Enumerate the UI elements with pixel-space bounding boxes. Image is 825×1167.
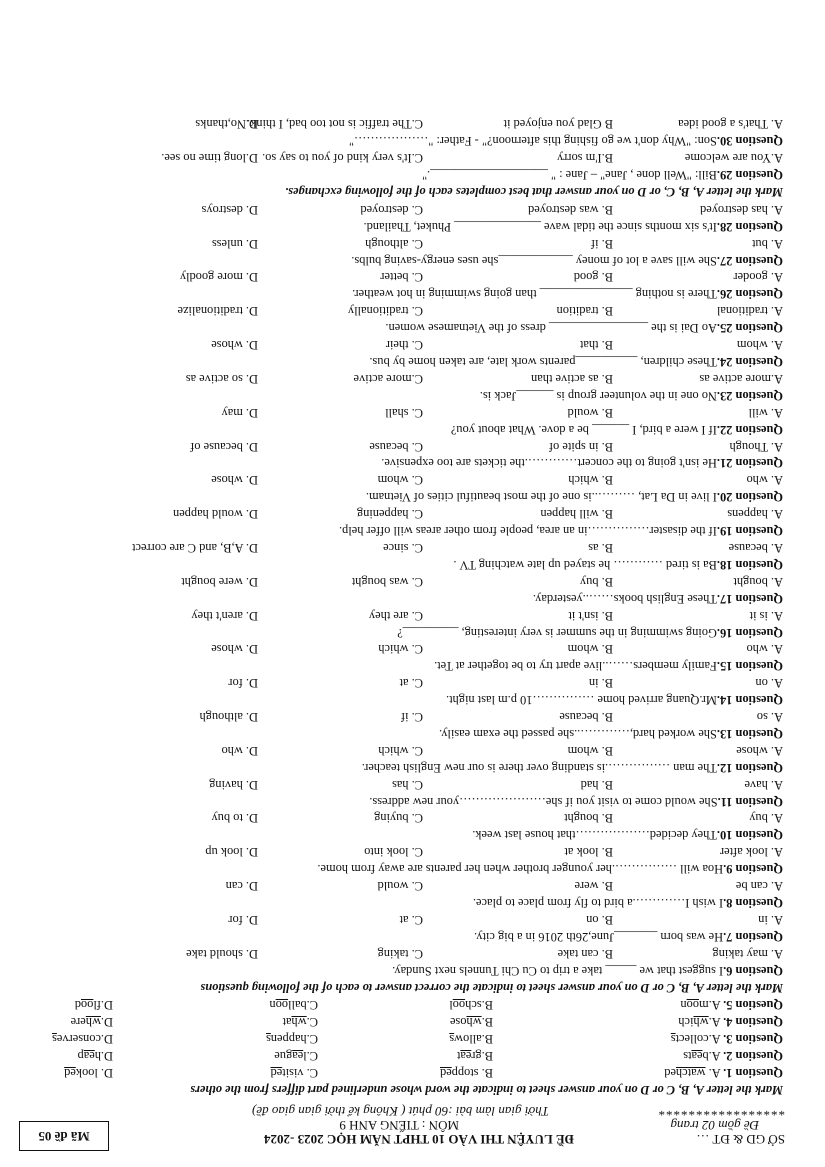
underlined-part: oo [452, 998, 466, 1013]
options-row [19, 641, 783, 658]
options-row [19, 911, 783, 928]
underlined-part: ea [83, 1049, 95, 1064]
option: A. whom [736, 338, 783, 353]
option: D. more goodly [179, 270, 258, 285]
question-stem: Question 19.If the disaster……………in an area, people from other areas will offer help. [339, 524, 783, 539]
question-label: Question 13. [716, 726, 783, 741]
exam-code-box: Mã đề 05 [19, 1121, 109, 1151]
subject: MÔN : TIẾNG ANH 9 [339, 1118, 459, 1133]
options-row [19, 708, 783, 725]
option: C. taking [377, 946, 423, 961]
question-label: Question 25. [716, 321, 783, 336]
option: D.where [70, 1015, 113, 1030]
question-stem: Question 11.She would come to visit you if she…………………your new address. [369, 794, 783, 809]
option: D. look up [205, 845, 258, 860]
underlined-part: wh [85, 1015, 101, 1030]
page-content [19, 115, 789, 1161]
option: B. that [579, 338, 613, 353]
option: D. for [228, 912, 258, 927]
underlined-part: s [52, 1032, 57, 1047]
option: C.happens [266, 1032, 318, 1047]
exam-title: ĐỀ LUYỆN THI VÀO 10 THPT NĂM HỌC 2023 -2024 [264, 1132, 574, 1147]
options-row [19, 877, 783, 894]
question-label: Question 19. [716, 524, 783, 539]
option: A. whose [736, 743, 783, 758]
option: D. traditionalize [177, 304, 258, 319]
options-row [19, 149, 783, 166]
question-label: Question 8. [723, 896, 783, 911]
pronunciation-instruction: Mark the letter A, B, C or D on your answer sheet to indicate the word whose underlined part differs from the others [190, 1083, 783, 1097]
option: A. can be [735, 879, 783, 894]
question-label: Question 21. [716, 456, 783, 471]
options-row [19, 302, 783, 319]
time-note: Thời gian làm bài :60 phút ( Không kể thời gian giao đề) [252, 1104, 549, 1119]
option: B.whose [449, 1015, 493, 1030]
option: B. was destroyed [528, 202, 613, 217]
question-list [19, 201, 789, 979]
options-row [19, 573, 783, 590]
option: D. aren't they [191, 608, 258, 623]
option: Question 1. A. watched [664, 1066, 783, 1081]
option: Question 2. A.beats [683, 1049, 783, 1064]
option: D. destroys [201, 202, 258, 217]
question-stem: Question 16.Going swimming in the summer is very interesting, _________? [397, 625, 783, 640]
underlined-part: ed [270, 1066, 283, 1081]
question-label: Question 12. [716, 760, 783, 775]
option: A. have [744, 777, 783, 792]
options-row [19, 776, 783, 793]
option: B. as active than [531, 371, 613, 386]
options-row [19, 945, 783, 962]
option: C. because [369, 439, 423, 454]
option: B. because [559, 710, 613, 725]
underlined-part: s [266, 1032, 271, 1047]
option: A. may taking [712, 946, 783, 961]
underlined-part: ea [292, 1049, 304, 1064]
question-stem: Question 22.If I were a bird, I ______ be a dove. What about you? [450, 422, 783, 437]
option: A. but [752, 236, 783, 251]
option: C. destroyed [360, 202, 423, 217]
question-label: Question 2. [723, 1049, 783, 1064]
option: B.I'm sorry [557, 151, 613, 166]
option: D. to buy [211, 811, 258, 826]
option: A. traditional [716, 304, 783, 319]
options-row [19, 201, 783, 218]
options-row [19, 742, 783, 759]
option: A. is it [749, 608, 783, 623]
question-stem: Question 14.Mr.Quang arrived home ……………10 p.m last night. [446, 693, 783, 708]
underlined-part: s [449, 1032, 455, 1047]
options-row [19, 843, 783, 860]
option: C.The traffic is not too bad, I think. [247, 117, 423, 132]
option: A. Though [729, 439, 783, 454]
question-stem: Question 18.Ba is tired ………… he stayed up late watching TV . [453, 557, 783, 572]
option: A. so [756, 710, 783, 725]
option: B. bought [564, 811, 613, 826]
option: C. was bought [351, 574, 423, 589]
question-stem: Question 30.Son: "Why don't we go fishing this afternoon?" - Father: "………………" [348, 134, 783, 149]
question-label: Question 7. [723, 929, 783, 944]
question-stem: Question 12.The man …………….is standing over there is our new English teacher. [361, 760, 783, 775]
option: D. having [209, 777, 258, 792]
option: A. happens [727, 507, 783, 522]
underlined-part: oo [275, 998, 289, 1013]
option: D.conserves [52, 1032, 113, 1047]
option: A. That's a good idea [678, 117, 783, 132]
underlined-part: wh [466, 1015, 482, 1030]
question-stem: Question 27.She will save a lot of money ____________she uses energy-saving bulbs. [351, 253, 783, 268]
option: A. who [746, 473, 783, 488]
question-label: Question 29. [716, 168, 783, 183]
question-label: Question 10. [716, 828, 783, 843]
question-label: Question 4. [723, 1015, 783, 1030]
option: D. can [225, 879, 258, 894]
option: C.more active [353, 371, 423, 386]
option: B. in spite of [548, 439, 613, 454]
question-stem: Question 13.She worked hard,…………..she passed the exam easily. [438, 726, 783, 741]
options-row [19, 607, 783, 624]
question-label: Question 26. [716, 287, 783, 302]
option: B. whom [567, 743, 613, 758]
options-row [19, 438, 783, 455]
option: B. on [586, 912, 613, 927]
question-stem: Question 26.There is nothing _______________ than going swimming in hot weather. [352, 287, 783, 302]
option: C. since [383, 541, 423, 555]
question-stem: Question 25.Ao Dai is the ________________ dress of the Vietnamese women. [385, 321, 783, 336]
option: D. would happen [173, 507, 258, 522]
school-label: SỞ GD & ĐT … [696, 1132, 785, 1147]
option: C. their [385, 338, 423, 353]
options-row [19, 471, 783, 488]
question-label: Question 5. [723, 998, 783, 1013]
option: B.school [449, 998, 493, 1013]
page-header [19, 1099, 789, 1161]
option: D.No,thanks [195, 117, 258, 132]
question-label: Question 24. [716, 355, 783, 370]
question-stem: Question 17.These English books……..yesterday. [532, 591, 783, 606]
question-stem: Question 7.He was born _______June,26th 2016 in a big city. [474, 929, 783, 944]
option: B. as [588, 541, 613, 555]
question-label: Question 27. [716, 253, 783, 268]
question-stem: Question 6.I suggest that we _____ take a trip to Cu Chi Tunnels next Sunday. [392, 963, 783, 978]
options-row [19, 505, 783, 522]
option: C. buying [374, 811, 423, 826]
question-label: Question 1. [723, 1066, 783, 1081]
options-row [19, 115, 783, 132]
question-label: Question 30. [716, 134, 783, 149]
question-label: Question 18. [716, 557, 783, 572]
question-stem: Question 29.Bill: "Well done , Jane" – Jane : " ___________________." [422, 168, 783, 183]
underlined-part: watch [675, 1066, 706, 1081]
option: D. whose [211, 642, 258, 657]
option: A. look after [720, 845, 783, 860]
question-label: Question 6. [723, 963, 783, 978]
option: C. visited [270, 1066, 318, 1081]
option: D. unless [211, 236, 258, 251]
option: B.allows [449, 1032, 493, 1047]
pronunciation-row [19, 1030, 783, 1047]
options-row [19, 235, 783, 252]
option: Question 5. A.moon [680, 998, 783, 1013]
option: B. if [590, 236, 613, 251]
underlined-part: ea [460, 1049, 472, 1064]
question-label: Question 11. [717, 794, 783, 809]
option: C. better [380, 270, 423, 285]
underlined-part: oo [686, 998, 699, 1013]
option: D.flood [74, 998, 113, 1013]
pronunciation-row [19, 1064, 783, 1081]
exchange-list [19, 115, 789, 183]
question-stem: Question 21.He isn't going to the concert………….the tickets are too expensive. [381, 456, 783, 471]
options-row [19, 370, 783, 387]
option: D.heap [77, 1049, 113, 1064]
underlined-part: s [670, 1032, 676, 1047]
options-row [19, 539, 783, 556]
option: D. although [199, 710, 258, 725]
underlined-part: ed [439, 1066, 452, 1081]
option: B. would [567, 405, 613, 420]
question-label: Question 28. [716, 219, 783, 234]
question-stem: Question 23.No one in the volunteer group is ______Jack is. [479, 388, 783, 403]
page-count: Đề gồm 02 trang [670, 1118, 759, 1133]
option: D. whose [211, 473, 258, 488]
option: B. will happen [540, 507, 613, 522]
option: C. happening [356, 507, 423, 522]
option: A. has destroyed [700, 202, 783, 217]
option: B. buy [579, 574, 613, 589]
question-label: Question 9. [723, 862, 783, 877]
option: C. has [392, 777, 423, 792]
option: D.long time no see. [161, 151, 258, 166]
option: B. look at [564, 845, 613, 860]
options-row [19, 336, 783, 353]
option: B. tradition [556, 304, 613, 319]
option: B. isn't it [568, 608, 613, 623]
question-label: Question 14. [716, 693, 783, 708]
option: D. so active as [185, 371, 258, 386]
question-label: Question 22. [716, 422, 783, 437]
underlined-part: ea [691, 1049, 703, 1064]
question-label: Question 15. [716, 659, 783, 674]
option: A. in [758, 912, 783, 927]
pronunciation-list [19, 997, 789, 1082]
question-label: Question 23. [716, 388, 783, 403]
option: C. although [365, 236, 423, 251]
option: A. will [748, 405, 783, 420]
option: D. A,B, and C are correct [132, 541, 258, 555]
option: B.great [456, 1049, 493, 1064]
option: C. would [377, 879, 423, 894]
underlined-part: wh [291, 1015, 307, 1030]
pronunciation-row [19, 997, 783, 1014]
question-stem: Question 15.Family members……..live apart try to be together at Tet. [434, 659, 783, 674]
option: B. can take [557, 946, 613, 961]
question-stem: Question 20.I live in Da Lat, ………..is one of the most beautiful cities of Vietnam. [365, 490, 783, 505]
options-row [19, 404, 783, 421]
underlined-part: ed [64, 1066, 76, 1081]
exchange-instruction: Mark the letter A, B, C, or D on your answer that best completes each of the following exchanges. [285, 184, 783, 199]
option: D. who [221, 743, 258, 758]
option: D. were bought [181, 574, 258, 589]
option: B Glad you enjoyed it [503, 117, 613, 132]
pronunciation-row [19, 1047, 783, 1064]
question-label: Question 20. [716, 490, 783, 505]
underlined-part: wh [693, 1015, 709, 1030]
pronunciation-row [19, 1013, 783, 1030]
option: C. at [399, 676, 423, 691]
option: C. shall [385, 405, 423, 420]
option: A. on [755, 676, 783, 691]
option: Question 4. A.which [678, 1015, 783, 1030]
question-label: Question 17. [716, 591, 783, 606]
option: A.You are welcome [684, 151, 783, 166]
underlined-part: oo [80, 998, 94, 1013]
option: A. because [728, 541, 783, 555]
option: B. whom [567, 642, 613, 657]
option: B. had [580, 777, 613, 792]
option: B. were [574, 879, 613, 894]
question-stem: Question 28.It's six months since the tidal wave ______________ Phuket, Thailand. [363, 219, 783, 234]
option: B. which [568, 473, 613, 488]
question-stem: Question 24.These children, __________parents work late, are taken home by bus. [369, 355, 783, 370]
option: A. bought [733, 574, 783, 589]
option: C. which [378, 743, 423, 758]
option: C.what [282, 1015, 318, 1030]
option: C.balloon [269, 998, 318, 1013]
option: D. whose [211, 338, 258, 353]
options-row [19, 269, 783, 286]
option: C. if [400, 710, 423, 725]
option: C. are they [368, 608, 423, 623]
option: C. which [378, 642, 423, 657]
option: Question 3. A.collects [670, 1032, 783, 1047]
option: C. traditionally [347, 304, 423, 319]
option: A. gooder [733, 270, 783, 285]
option: C. at [399, 912, 423, 927]
question-stem: Question 10.They decided………………that house last week. [472, 828, 783, 843]
option: A.more active as [699, 371, 783, 386]
option: C. look into [364, 845, 423, 860]
grammar-instruction: Mark the letter A, B, C or D on your answer sheet to indicate the correct answer to each of the following questions [200, 980, 783, 995]
option: B. good [573, 270, 613, 285]
option: D. looked [64, 1066, 113, 1081]
options-row [19, 810, 783, 827]
option: A. who [746, 642, 783, 657]
question-stem: Question 9.Hoa will …………….her younger brother when her parents are away from home. [317, 862, 783, 877]
question-stem: Question 8.I wish I………….a bird to fly from place to place. [472, 896, 783, 911]
option: C.It's very kind of you to say so. [262, 151, 423, 166]
option: A. buy [749, 811, 783, 826]
option: B. in [588, 676, 613, 691]
stars-divider: ***************** [657, 1104, 785, 1119]
option: C.league [274, 1049, 318, 1064]
question-label: Question 3. [723, 1032, 783, 1047]
option: D. because of [190, 439, 258, 454]
option: D. should take [186, 946, 258, 961]
question-label: Question 16. [716, 625, 783, 640]
option: D. may [221, 405, 258, 420]
option: D. for [228, 676, 258, 691]
options-row [19, 674, 783, 691]
option: B. stopped [439, 1066, 493, 1081]
option: C. whom [377, 473, 423, 488]
